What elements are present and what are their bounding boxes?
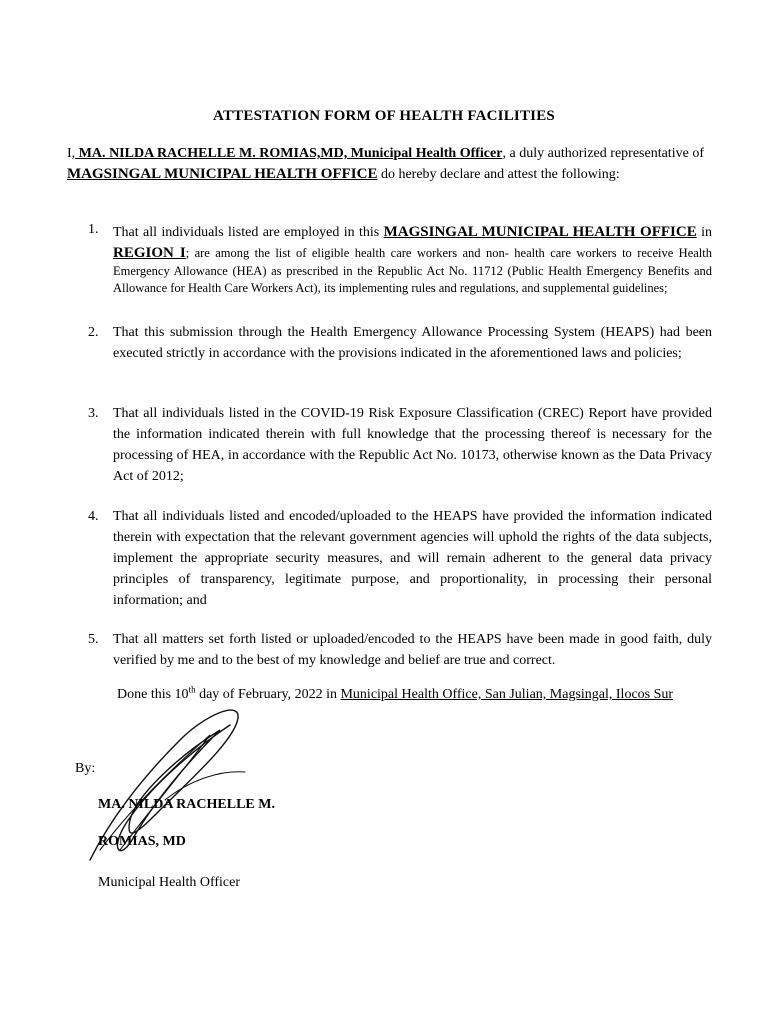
done-pre: Done this 10 [117,687,189,702]
office-name: MAGSINGAL MUNICIPAL HEALTH OFFICE [67,166,378,182]
list-item-number: 1. [88,222,99,237]
list-item-number: 4. [88,509,99,524]
intro-mid: , a duly authorized representative of [502,146,704,161]
list-item-text: That all individuals listed and encoded/uploaded to the HEAPS have provided the information indicated therein with expectation that the relevant government agencies will uphold the rights of the data subjects, implement the appropriate security measures, and will remain adherent to the general data privacy principles of transparency, legitimate purpose, and proportionality, in processing their personal information; and [113,509,712,608]
done-place: Municipal Health Office, San Julian, Magsingal, Ilocos Sur [340,687,674,702]
list-item-number: 5. [88,632,99,647]
intro-pre: I, [67,146,76,161]
signatory-name-line2: ROMIAS, MD [98,834,186,849]
list-item [88,506,712,611]
item1-pre: That all individuals listed are employed in this [113,225,384,240]
officer-name: MA. NILDA RACHELLE M. ROMIAS,MD, [75,146,351,161]
signatory-name-line1: MA. NILDA RACHELLE M. [98,797,275,812]
done-mid: day of February, 2022 in [195,687,341,702]
by-label: By: [75,761,96,776]
item1-post: ; are among the list of eligible health care workers and non- health care workers to receive Health Emergency Allowance (HEA) as prescribed in the Republic Act No. 11712 (Public Health Emergency Benefits and Allowance for Health Care Workers Act), its implementing rules and regulations, and supplemental guidelines; [113,246,712,295]
signatory-position: Municipal Health Officer [98,875,241,890]
officer-position: Municipal Health Officer [350,146,503,161]
list-item-text: That all individuals listed in the COVID-19 Risk Exposure Classification (CREC) Report have provided the information indicated therein with full knowledge that the processing thereof is necessary for the processing of HEA, in accordance with the Republic Act No. 10173, otherwise known as the Data Privacy Act of 2012; [113,406,712,484]
list-item [88,403,712,487]
list-item-number: 3. [88,406,99,421]
list-item-text: That this submission through the Health Emergency Allowance Processing System (HEAPS) had been executed strictly in accordance with the provisions indicated in the aforementioned laws and policies; [113,325,712,361]
list-item [88,222,712,297]
list-item [88,322,712,364]
list-item-number: 2. [88,325,99,340]
document-title: ATTESTATION FORM OF HEALTH FACILITIES [213,108,555,124]
item1-mid: in [696,225,712,240]
list-item-text [113,222,712,297]
intro-post: do hereby declare and attest the following: [377,167,620,182]
intro-paragraph [67,144,704,185]
list-item-text: That all matters set forth listed or uploaded/encoded to the HEAPS have been made in good faith, duly verified by me and to the best of my knowledge and belief are true and correct. [113,632,712,668]
done-ordinal-suffix: th [188,684,196,695]
item1-office: MAGSINGAL MUNICIPAL HEALTH OFFICE [383,224,697,240]
list-item [88,629,712,671]
item1-region: REGION I [113,245,186,261]
